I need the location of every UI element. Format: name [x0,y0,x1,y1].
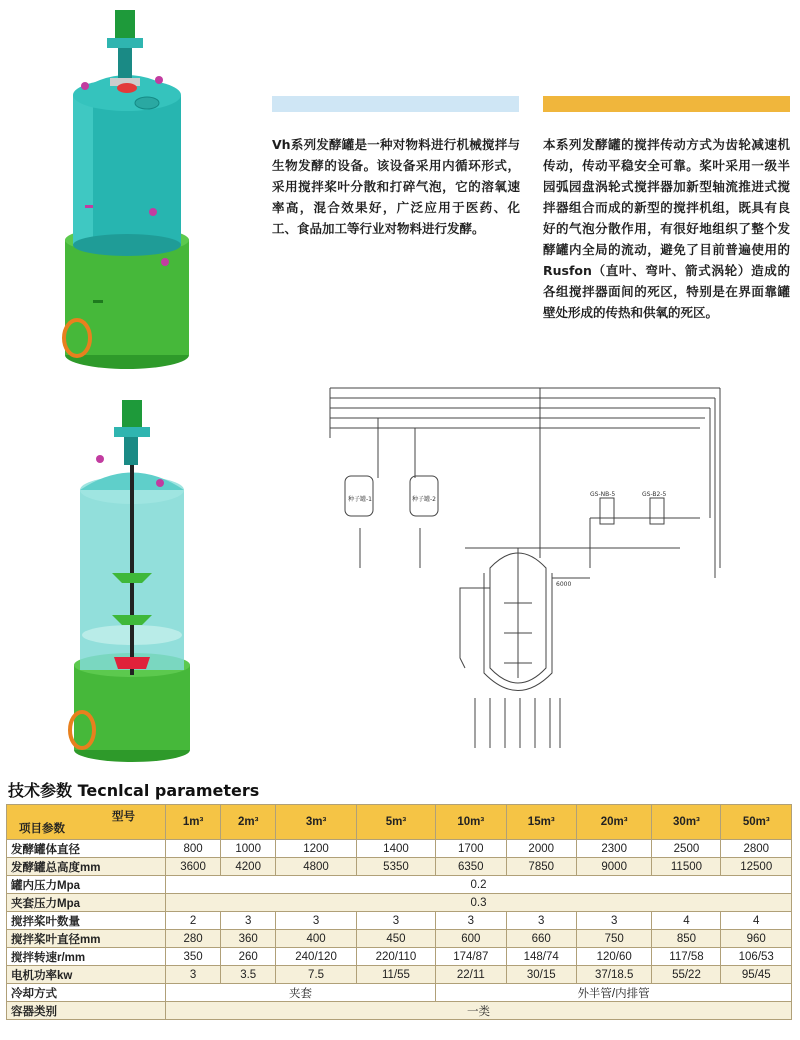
table-cell: 11/55 [356,966,435,984]
header-model-label: 型号 [112,811,135,823]
table-cell: 3 [576,912,652,930]
model-header-cell: 20m³ [576,805,652,840]
fermenter-cutaway-illustration [60,395,200,765]
table-cell: 1000 [221,840,276,858]
table-row [7,948,792,966]
model-header-cell: 2m³ [221,805,276,840]
table-row [7,984,792,1002]
table-cell: 37/18.5 [576,966,652,984]
fermenter-exterior-illustration [55,0,195,375]
table-cell: 7.5 [276,966,357,984]
header-corner-cell [7,805,166,840]
table-cell: 600 [436,930,506,948]
table-cell: 3 [221,912,276,930]
table-cell: 960 [721,930,792,948]
table-row [7,912,792,930]
spec-table-title: 技术参数 Tecnlcal parameters [8,781,260,800]
table-cell: 外半管/内排管 [436,984,792,1002]
table-cell: 2500 [652,840,721,858]
table-cell: 106/53 [721,948,792,966]
table-row [7,930,792,948]
table-cell: 3 [166,966,221,984]
table-cell: 30/15 [506,966,576,984]
table-cell: 3600 [166,858,221,876]
model-header-cell: 5m³ [356,805,435,840]
row-label: 电机功率kw [7,966,166,984]
filter-2-label: GS-B2-5 [642,491,667,498]
intro-left-paragraph: Vh系列发酵罐是一种对物料进行机械搅拌与生物发酵的设备。该设备采用内循环形式，采用搅拌桨叶分散和打碎气泡，它的溶氧速率高，混合效果好，广泛应用于医药、化工、食品加工等行业对物料进行发酵。 [272,137,520,236]
vessel-label: 6000 [556,581,572,588]
table-cell: 660 [506,930,576,948]
table-cell: 1200 [276,840,357,858]
table-row [7,966,792,984]
table-cell: 1700 [436,840,506,858]
table-cell: 4800 [276,858,357,876]
model-header-cell: 3m³ [276,805,357,840]
table-cell: 95/45 [721,966,792,984]
process-flow-diagram [290,368,730,760]
table-cell: 7850 [506,858,576,876]
table-cell: 一类 [166,1002,792,1020]
table-cell: 400 [276,930,357,948]
row-label: 罐内压力Mpa [7,876,166,894]
seed-tank-1-label: 种子罐-1 [348,496,372,503]
table-cell: 280 [166,930,221,948]
table-cell: 750 [576,930,652,948]
table-cell: 5350 [356,858,435,876]
table-cell: 22/11 [436,966,506,984]
table-cell: 800 [166,840,221,858]
model-header-cell: 50m³ [721,805,792,840]
row-label: 发酵罐体直径 [7,840,166,858]
table-row [7,840,792,858]
intro-right-paragraph: 本系列发酵罐的搅拌传动方式为齿轮减速机传动，传动平稳安全可靠。桨叶采用一级半园弧园盘涡轮式搅拌器加新型轴流推进式搅拌器组合而成的新型的搅拌机组，既具有良好的气泡分散作用，有很好地组织了整个发酵罐内全局的流动，避免了目前普遍使用的Rusfon（直叶、弯叶、箭式涡轮）造成的各组搅拌器面间的死区，特别是在界面靠罐壁处形成的传热和供氧的死区。 [543,137,790,320]
table-cell: 450 [356,930,435,948]
table-cell: 4200 [221,858,276,876]
table-row [7,894,792,912]
table-cell: 11500 [652,858,721,876]
table-cell: 0.2 [166,876,792,894]
row-label: 冷却方式 [7,984,166,1002]
table-cell: 夹套 [166,984,436,1002]
table-cell: 2 [166,912,221,930]
table-cell: 2000 [506,840,576,858]
gold-header-bar [543,96,790,112]
table-cell: 3.5 [221,966,276,984]
table-cell: 220/110 [356,948,435,966]
table-cell: 2800 [721,840,792,858]
row-label: 容器类别 [7,1002,166,1020]
table-cell: 12500 [721,858,792,876]
table-cell: 1400 [356,840,435,858]
table-cell: 350 [166,948,221,966]
model-header-cell: 1m³ [166,805,221,840]
table-header-row [7,805,792,840]
table-cell: 0.3 [166,894,792,912]
table-cell: 174/87 [436,948,506,966]
table-cell: 9000 [576,858,652,876]
table-cell: 2300 [576,840,652,858]
header-param-label: 项目参数 [19,823,65,835]
table-cell: 260 [221,948,276,966]
model-header-cell: 30m³ [652,805,721,840]
table-cell: 3 [436,912,506,930]
seed-tank-2-label: 种子罐-2 [412,496,436,503]
row-label: 夹套压力Mpa [7,894,166,912]
table-cell: 240/120 [276,948,357,966]
row-label: 发酵罐总高度mm [7,858,166,876]
table-row [7,1002,792,1020]
model-header-cell: 15m³ [506,805,576,840]
blue-header-bar [272,96,519,112]
row-label: 搅拌转速r/mm [7,948,166,966]
table-cell: 850 [652,930,721,948]
row-label: 搅拌桨叶数量 [7,912,166,930]
table-row [7,876,792,894]
filter-1-label: GS-NB-5 [590,491,616,498]
table-cell: 120/60 [576,948,652,966]
spec-table [6,804,792,1020]
table-cell: 3 [356,912,435,930]
row-label: 搅拌桨叶直径mm [7,930,166,948]
table-cell: 360 [221,930,276,948]
table-cell: 6350 [436,858,506,876]
table-row [7,858,792,876]
table-cell: 4 [652,912,721,930]
model-header-cell: 10m³ [436,805,506,840]
table-cell: 4 [721,912,792,930]
table-cell: 3 [276,912,357,930]
table-cell: 148/74 [506,948,576,966]
table-cell: 117/58 [652,948,721,966]
table-cell: 55/22 [652,966,721,984]
table-cell: 3 [506,912,576,930]
